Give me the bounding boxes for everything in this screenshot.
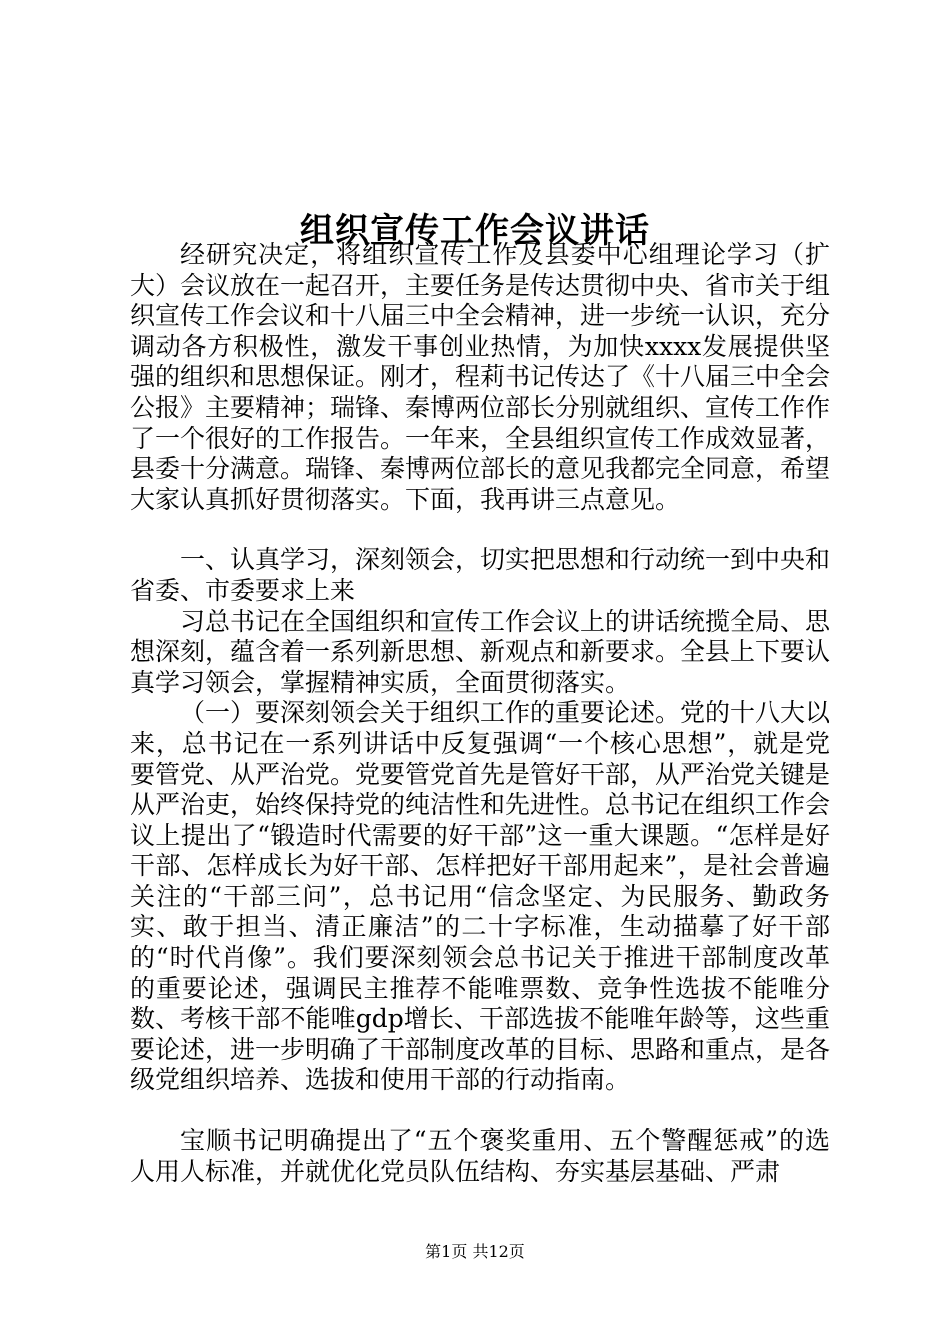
document-body bbox=[130, 240, 830, 1187]
paragraph-intro: 经研究决定，将组织宣传工作及县委中心组理论学习（扩大）会议放在一起召开，主要任务是传达贯彻中央、省市关于组织宣传工作会议和十八届三中全会精神，进一步统一认识，充分调动各方积极性，激发干事创业热情，为加快xxxx发展提供坚强的组织和思想保证。刚才，程莉书记传达了《十八届三中全会公报》主要精神；瑞锋、秦博两位部长分别就组织、宣传工作作了一个很好的工作报告。一年来，全县组织宣传工作成效显著，县委十分满意。瑞锋、秦博两位部长的意见我都完全同意，希望大家认真抓好贯彻落实。下面，我再讲三点意见。 bbox=[130, 240, 831, 514]
paragraph-study: 习总书记在全国组织和宣传工作会议上的讲话统揽全局、思想深刻，蕴含着一系列新思想、新观点和新要求。全县上下要认真学习领会，掌握精神实质，全面贯彻落实。 bbox=[130, 606, 831, 697]
paragraph-organization-work: （一）要深刻领会关于组织工作的重要论述。党的十八大以来，总书记在一系列讲话中反复强调“一个核心思想”，就是党要管党、从严治党。党要管党首先是管好干部，从严治党关键是从严治吏，始终保持党的纯洁性和先进性。总书记在组织工作会议上提出了“锻造时代需要的好干部”这一重大课题。“怎样是好干部、怎样成长为好干部、怎样把好干部用起来”，是社会普遍关注的“干部三问”，总书记用“信念坚定、为民服务、勤政务实、敢于担当、清正廉洁”的二十字标准，生动描摹了好干部的“时代肖像”。我们要深刻领会总书记关于推进干部制度改革的重要论述，强调民主推荐不能唯票数、竞争性选拔不能唯分数、考核干部不能唯gdp增长、干部选拔不能唯年龄等，这些重要论述，进一步明确了干部制度改革的目标、思路和重点，是各级党组织培养、选拔和使用干部的行动指南。 bbox=[130, 698, 831, 1095]
paragraph-selection-standard: 宝顺书记明确提出了“五个褒奖重用、五个警醒惩戒”的选人用人标准，并就优化党员队伍结构、夯实基层基础、严肃 bbox=[130, 1126, 830, 1186]
paragraph-spacer bbox=[130, 515, 830, 545]
paragraph-spacer bbox=[130, 1096, 830, 1126]
section-heading-1: 一、认真学习，深刻领会，切实把思想和行动统一到中央和省委、市委要求上来 bbox=[130, 545, 831, 605]
document-title: 组织宣传工作会议讲话 bbox=[300, 210, 650, 251]
page-number-footer: 第1页 共12页 bbox=[425, 1242, 525, 1261]
